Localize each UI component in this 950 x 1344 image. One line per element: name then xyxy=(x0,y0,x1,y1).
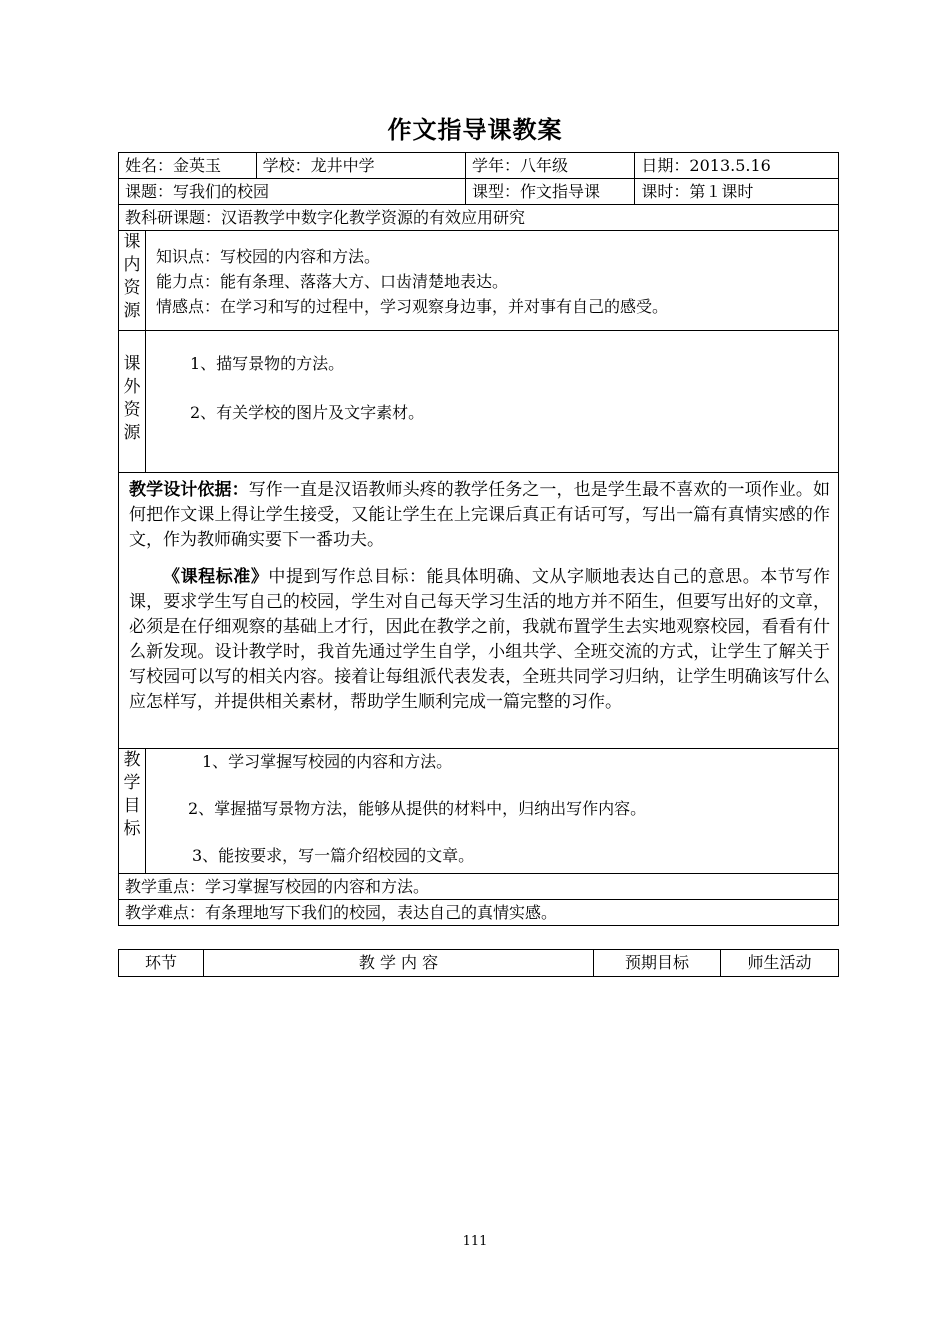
period-cell: 课时：第１课时 xyxy=(635,179,839,205)
section-column-header: 环节 xyxy=(119,950,204,977)
teaching-goals-content xyxy=(145,749,838,874)
out-class-resources-content xyxy=(145,331,838,473)
grade-cell: 学年：八年级 xyxy=(465,153,634,179)
research-topic-cell: 教科研课题：汉语教学中数字化教学资源的有效应用研究 xyxy=(119,205,839,231)
lesson-type-cell: 课型：作文指导课 xyxy=(465,179,634,205)
key-point-cell: 教学重点：学习掌握写校园的内容和方法。 xyxy=(119,874,839,900)
out-class-item: 1、描写景物的方法。 xyxy=(189,354,345,373)
knowledge-point: 知识点：写校园的内容和方法。 xyxy=(155,247,380,266)
school-cell: 学校：龙井中学 xyxy=(256,153,465,179)
teaching-goals-label: 教 学 目 标 xyxy=(119,749,146,874)
expected-goal-column-header: 预期目标 xyxy=(594,950,721,977)
difficult-point-cell: 教学难点：有条理地写下我们的校园，表达自己的真情实感。 xyxy=(119,900,839,926)
design-basis-heading: 教学设计依据： xyxy=(129,480,249,500)
activity-column-header: 师生活动 xyxy=(721,950,839,977)
out-class-resources-label: 课 外 资 源 xyxy=(119,331,146,473)
emotion-point: 情感点：在学习和写的过程中，学习观察身边事，并对事有自己的感受。 xyxy=(155,297,668,316)
goal-item: 2、掌握描写景物方法，能够从提供的材料中，归纳出写作内容。 xyxy=(187,799,647,818)
curriculum-standard-heading: 《课程标准》 xyxy=(163,567,269,587)
teaching-process-header-table xyxy=(118,949,839,977)
page-number: 111 xyxy=(462,1234,488,1249)
in-class-resources-content xyxy=(145,231,838,331)
goal-item: 3、能按要求，写一篇介绍校园的文章。 xyxy=(191,846,475,865)
design-basis-cell xyxy=(119,473,839,749)
topic-cell: 课题：写我们的校园 xyxy=(119,179,466,205)
goal-item: 1、学习掌握写校园的内容和方法。 xyxy=(201,752,453,771)
lesson-plan-table xyxy=(118,152,839,926)
document-title: 作文指导课教案 xyxy=(387,116,563,144)
design-basis-paragraph-1: 教学设计依据：写作一直是汉语教师头疼的教学任务之一，也是学生最不喜欢的一项作业。如何把作文课上得让学生接受，又能让学生在上完课后真正有话可写，写出一篇有真情实感的作文，作为教师确实要下一番功夫。 xyxy=(129,480,831,550)
out-class-item: 2、有关学校的图片及文字素材。 xyxy=(189,403,425,422)
in-class-resources-label: 课 内 资 源 xyxy=(119,231,146,331)
ability-point: 能力点：能有条理、落落大方、口齿清楚地表达。 xyxy=(155,272,508,291)
design-basis-paragraph-2: 《课程标准》中提到写作总目标：能具体明确、文从字顺地表达自己的意思。本节写作课，要求学生写自己的校园，学生对自己每天学习生活的地方并不陌生，但要写出好的文章，必须是在仔细观察的基础上才行，因此在教学之前，我就布置学生去实地观察校园，看看有什么新发现。设计教学时，我首先通过学生自学，小组共学、全班交流的方式，让学生了解关于写校园可以写的相关内容。接着让每组派代表发表，全班共同学习归纳，让学生明确该写什么应怎样写，并提供相关素材，帮助学生顺利完成一篇完整的习作。 xyxy=(129,567,830,712)
name-cell: 姓名：金英玉 xyxy=(119,153,257,179)
date-cell: 日期：2013.5.16 xyxy=(635,153,839,179)
content-column-header: 教 学 内 容 xyxy=(204,950,594,977)
